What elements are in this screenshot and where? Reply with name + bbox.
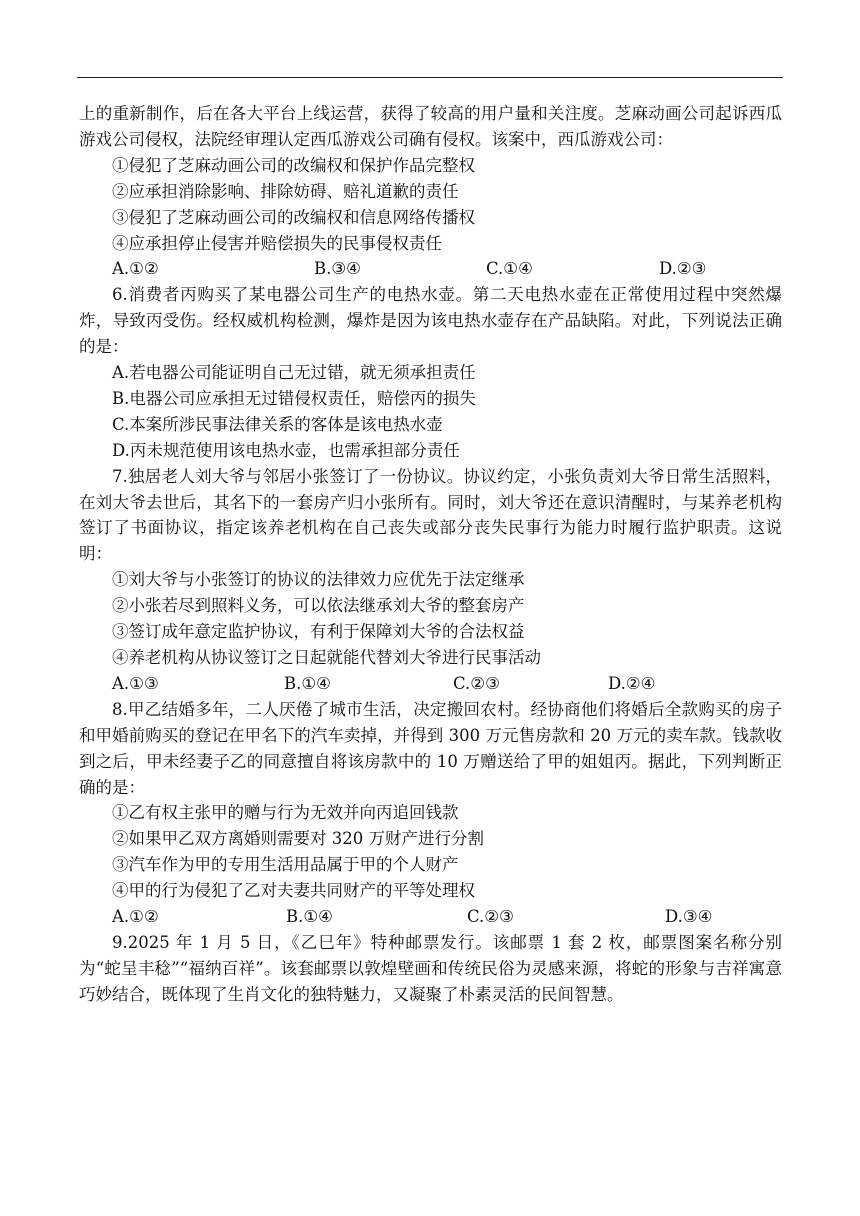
question-8-stem: 8.甲乙结婚多年，二人厌倦了城市生活，决定搬回农村。经协商他们将婚后全款购买的房子和甲婚前购买的登记在甲名下的汽车卖掉，并得到 300 万元售房款和 20 万元的卖车款。钱款收到之后，甲未经妻子乙的同意擅自将该房款中的 10 万赠送给了甲的姐姐丙。据此，下列判断正确的是： <box>79 699 782 797</box>
answer-options <box>79 671 782 697</box>
question-9 <box>79 930 782 1008</box>
choice-a: A.若电器公司能证明自己无过错，就无须承担责任 <box>112 363 476 383</box>
option-b: B.③④ <box>314 259 361 279</box>
question-5 <box>79 101 782 282</box>
option-c: C.②③ <box>453 673 500 693</box>
option-c: C.①④ <box>486 259 533 279</box>
statement-4: ④甲的行为侵犯了乙对夫妻共同财产的平等处理权 <box>112 881 475 901</box>
statement-1: ①刘大爷与小张签订的协议的法律效力应优先于法定继承 <box>112 570 525 590</box>
option-a: A.①② <box>112 907 159 927</box>
question-9-stem: 9.2025 年 1 月 5 日，《乙巳年》特种邮票发行。该邮票 1 套 2 枚，邮票图案名称分别为“蛇呈丰稔”“福纳百祥”。该套邮票以敦煌壁画和传统民俗为灵感来源，将蛇的形象与吉祥寓意巧妙结合，既体现了生肖文化的独特魅力，又凝聚了朴素灵活的民间智慧。 <box>79 932 782 1004</box>
statement-3: ③侵犯了芝麻动画公司的改编权和信息网络传播权 <box>112 207 475 227</box>
choice-b: B.电器公司应承担无过错侵权责任，赔偿丙的损失 <box>112 388 476 408</box>
question-7 <box>79 464 782 697</box>
choice-d: D.丙未规范使用该电热水壶，也需承担部分责任 <box>112 440 460 460</box>
statement-2: ②应承担消除影响、排除妨碍、赔礼道歉的责任 <box>112 181 459 201</box>
option-d: D.②③ <box>659 259 707 279</box>
header-rule <box>77 77 783 78</box>
question-7-stem: 7.独居老人刘大爷与邻居小张签订了一份协议。协议约定，小张负责刘大爷日常生活照料，在刘大爷去世后，其名下的一套房产归小张所有。同时，刘大爷还在意识清醒时，与某养老机构签订了书面协议，指定该养老机构在自己丧失或部分丧失民事行为能力时履行监护职责。这说明： <box>79 466 782 564</box>
question-6-stem: 6.消费者丙购买了某电器公司生产的电热水壶。第二天电热水壶在正常使用过程中突然爆炸，导致丙受伤。经权威机构检测，爆炸是因为该电热水壶存在产品缺陷。对此，下列说法正确的是： <box>79 285 782 357</box>
answer-options <box>79 904 782 930</box>
statement-1: ①侵犯了芝麻动画公司的改编权和保护作品完整权 <box>112 155 475 175</box>
option-d: D.②④ <box>608 673 656 693</box>
question-8 <box>79 697 782 930</box>
option-b: B.①④ <box>286 907 333 927</box>
choice-c: C.本案所涉民事法律关系的客体是该电热水壶 <box>112 414 443 434</box>
option-a: A.①③ <box>112 673 159 693</box>
statement-3: ③签订成年意定监护协议，有利于保障刘大爷的合法权益 <box>112 622 525 642</box>
question-5-continuation: 上的重新制作，后在各大平台上线运营，获得了较高的用户量和关注度。芝麻动画公司起诉西瓜游戏公司侵权，法院经审理认定西瓜游戏公司确有侵权。该案中，西瓜游戏公司： <box>79 104 782 149</box>
statement-4: ④养老机构从协议签订之日起就能代替刘大爷进行民事活动 <box>112 648 541 668</box>
answer-options <box>79 256 782 282</box>
option-c: C.②③ <box>467 907 514 927</box>
option-a: A.①② <box>112 259 159 279</box>
statement-2: ②小张若尽到照料义务，可以依法继承刘大爷的整套房产 <box>112 596 525 616</box>
question-6 <box>79 282 782 463</box>
statement-2: ②如果甲乙双方离婚则需要对 320 万财产进行分割 <box>112 829 484 849</box>
exam-page <box>79 101 782 1008</box>
option-b: B.①④ <box>284 673 331 693</box>
statement-1: ①乙有权主张甲的赠与行为无效并向丙追回钱款 <box>112 803 459 823</box>
statement-3: ③汽车作为甲的专用生活用品属于甲的个人财产 <box>112 855 459 875</box>
option-d: D.③④ <box>665 907 713 927</box>
statement-4: ④应承担停止侵害并赔偿损失的民事侵权责任 <box>112 233 442 253</box>
